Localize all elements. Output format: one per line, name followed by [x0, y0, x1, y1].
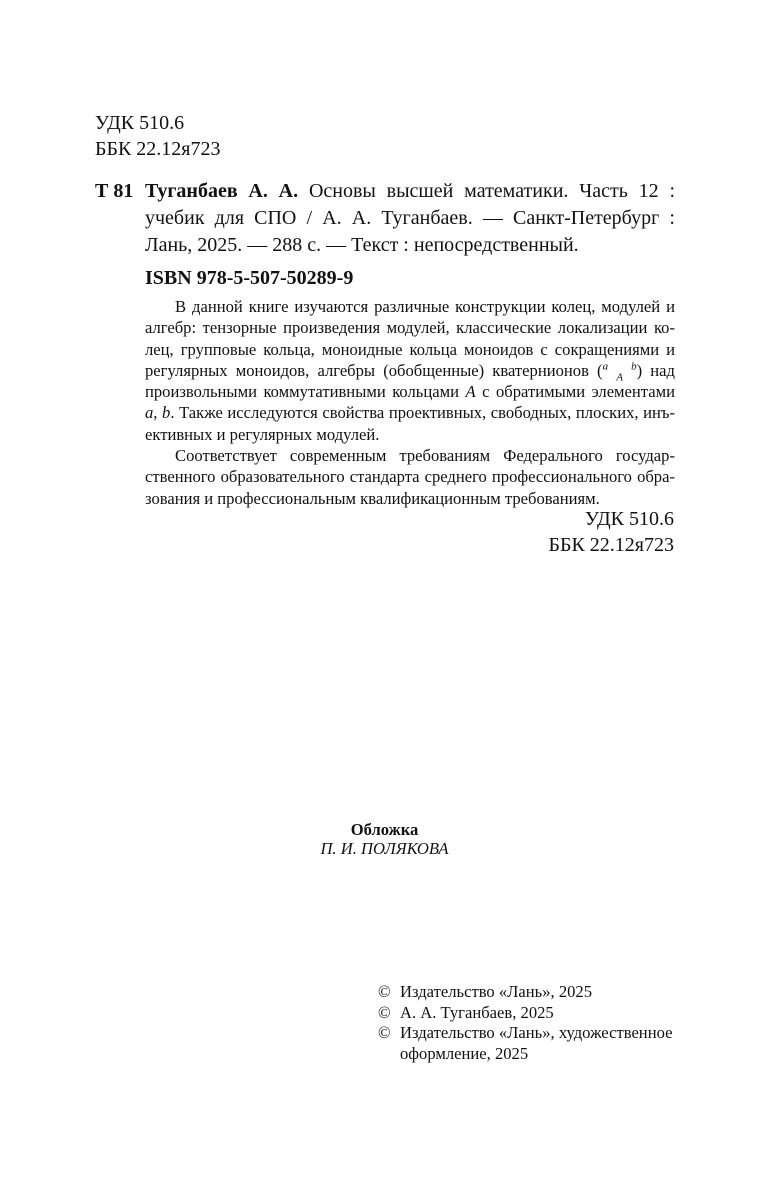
quaternion-ring: A [616, 371, 623, 384]
copyright-block [378, 982, 683, 1064]
header-classification [95, 110, 221, 162]
footer-classification [548, 506, 674, 558]
copyright-icon: © [378, 1002, 391, 1022]
copyright-item [378, 1003, 683, 1024]
copyright-icon: © [378, 1023, 391, 1042]
bbk-code: ББК 22.12я723 [95, 138, 221, 160]
abstract-text-4: . Также исследуются свойства проективных, свободных, плоских, инъ-ективных и регулярных модулей. [145, 403, 675, 444]
copyright-text: Издательство «Лань», художественное оформление, 2025 [400, 1023, 673, 1063]
quaternion-a: a [602, 360, 609, 373]
abstract [145, 296, 675, 509]
abstract-text-2: ) над произвольными коммутативными кольцами [145, 360, 675, 402]
abstract-text-1: В данной книге изучаются различные конструкции колец, модулей и алгебр: тензорные произведения модулей, классические локализации ко-лец, групповые кольца, моноидные кольца моноидов с сокращениями и регулярных моноидов, алгебры (обобщенные) кватернионов ( [145, 297, 675, 380]
udk-code-bottom: УДК 510.6 [584, 508, 674, 530]
author-name: Туганбаев А. А. [145, 180, 299, 202]
udk-code: УДК 510.6 [95, 112, 185, 134]
abstract-paragraph-1 [145, 296, 675, 445]
copyright-icon: © [378, 982, 391, 1001]
copyright-text: Издательство «Лань», 2025 [400, 982, 593, 1001]
bibliographic-description [145, 178, 675, 259]
invertible-elements: a, b [145, 403, 171, 423]
bibliographic-text: Основы высшей математики. Часть 12 : учебик для СПО / А. А. Туганбаев. — Санкт-Петербург : Лань, 2025. — 288 с. — Текст : непосредственный. [145, 180, 676, 256]
cover-label: Обложка [350, 820, 419, 839]
ring-symbol: A [465, 382, 476, 402]
copyright-item [378, 1023, 683, 1064]
abstract-text-3: с обратимыми элементами [475, 382, 676, 402]
cover-designer: П. И. ПОЛЯКОВА [320, 839, 449, 858]
isbn: ISBN 978-5-507-50289-9 [145, 267, 354, 289]
abstract-paragraph-2: Соответствует современным требованиям Федерального государ-ственного образовательного стандарта среднего профессионального обра-зования и профессиональным квалификационным требованиям. [145, 446, 675, 508]
author-sign: Т 81 [95, 180, 134, 202]
quaternion-notation [602, 360, 637, 384]
quaternion-b: b [631, 360, 637, 373]
copyright-text: А. А. Туганбаев, 2025 [400, 1002, 554, 1022]
bbk-code-bottom: ББК 22.12я723 [548, 534, 674, 556]
copyright-item [378, 982, 683, 1003]
